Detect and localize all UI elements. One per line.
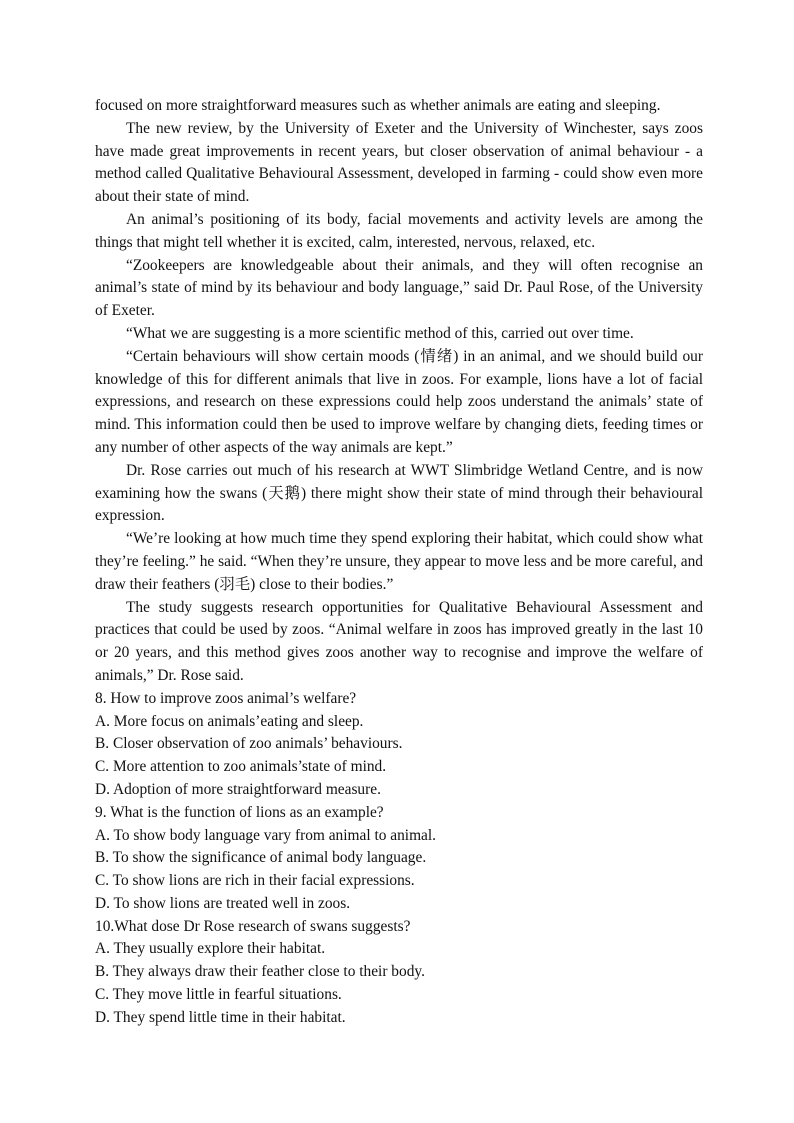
question-9-option-b: B. To show the significance of animal body language. (95, 849, 427, 867)
question-8 (95, 688, 703, 802)
passage-paragraph-4: “Zookeepers are knowledgeable about their animals, and they will often recognise an animal’s state of mind by its behaviour and body language,” said Dr. Paul Rose, of the University of Exeter. (95, 256, 703, 320)
passage-paragraph-3: An animal’s positioning of its body, facial movements and activity levels are among the things that might tell whether it is excited, calm, interested, nervous, relaxed, etc. (95, 210, 703, 251)
question-10 (95, 916, 703, 1030)
question-10-option-c: C. They move little in fearful situations. (95, 986, 342, 1004)
question-9 (95, 802, 703, 916)
question-10-stem: 10.What dose Dr Rose research of swans suggests? (95, 917, 411, 935)
document-page (95, 95, 703, 1030)
passage-paragraph-9: The study suggests research opportunities for Qualitative Behavioural Assessment and practices that could be used by zoos. “Animal welfare in zoos has improved greatly in the last 10 or 20 years, and this method gives zoos another way to recognise and improve the welfare of animals,” Dr. Rose said. (95, 598, 703, 684)
passage-paragraph-2: The new review, by the University of Exeter and the University of Winchester, says zoos have made great improvements in recent years, but closer observation of animal behaviour - a method called Qualitative Behavioural Assessment, developed in farming - could show even more about their state of mind. (95, 119, 703, 206)
question-9-option-a: A. To show body language vary from animal to animal. (95, 826, 437, 844)
question-9-stem: 9. What is the function of lions as an example? (95, 803, 384, 821)
passage (95, 95, 703, 688)
passage-paragraph-7: Dr. Rose carries out much of his research at WWT Slimbridge Wetland Centre, and is now examining how the swans (天鹅) there might show their state of mind through their behavioural expression. (95, 461, 703, 525)
question-10-option-b: B. They always draw their feather close to their body. (95, 963, 425, 981)
question-8-option-b: B. Closer observation of zoo animals’ behaviours. (95, 735, 403, 753)
question-9-option-c: C. To show lions are rich in their facial expressions. (95, 872, 415, 890)
question-10-option-a: A. They usually explore their habitat. (95, 940, 326, 958)
question-8-option-d: D. Adoption of more straightforward measure. (95, 780, 381, 798)
question-9-option-d: D. To show lions are treated well in zoos. (95, 894, 351, 912)
question-8-option-a: A. More focus on animals’eating and sleep. (95, 712, 364, 730)
passage-paragraph-5: “What we are suggesting is a more scientific method of this, carried out over time. (126, 324, 634, 342)
question-10-option-d: D. They spend little time in their habitat. (95, 1008, 346, 1026)
passage-paragraph-1: focused on more straightforward measures such as whether animals are eating and sleeping. (95, 97, 661, 114)
question-8-stem: 8. How to improve zoos animal’s welfare? (95, 689, 357, 707)
question-8-option-c: C. More attention to zoo animals’state of mind. (95, 758, 387, 776)
passage-paragraph-8: “We’re looking at how much time they spend exploring their habitat, which could show what they’re feeling.” he said. “When they’re unsure, they appear to move less and be more careful, and draw their feathers (羽毛) close to their bodies.” (95, 530, 703, 593)
passage-paragraph-6: “Certain behaviours will show certain moods (情绪) in an animal, and we should build our knowledge of this for different animals that live in zoos. For example, lions have a lot of facial expressions, and research on these expressions could help zoos understand the animals’ state of mind. This information could then be used to improve welfare by changing diets, feeding times or any number of other aspects of the way animals are kept.” (95, 347, 703, 456)
